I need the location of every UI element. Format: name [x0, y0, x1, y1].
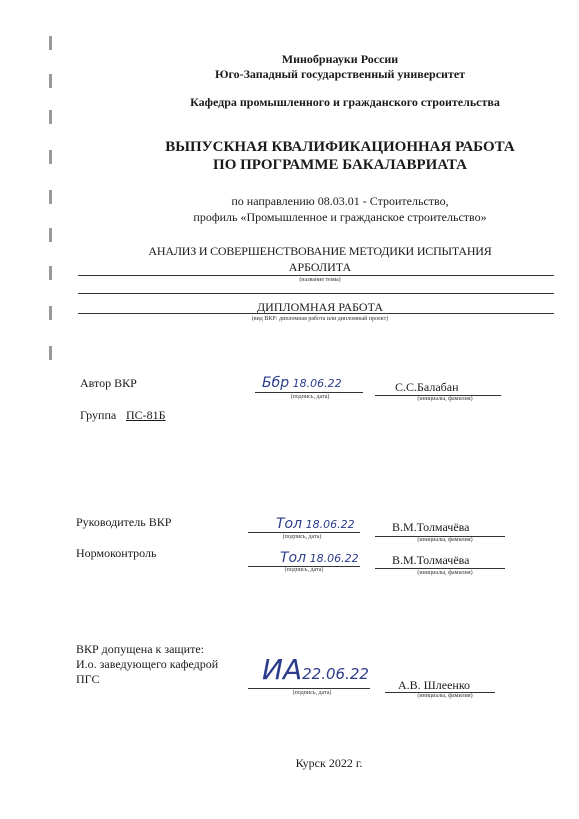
work-title-line2: ПО ПРОГРАММЕ БАКАЛАВРИАТА — [213, 157, 467, 173]
admission-signature-date: 22.06.22 — [302, 665, 369, 683]
admission-sig-line — [248, 688, 370, 689]
university: Юго-Западный государственный университет — [214, 67, 466, 81]
binding-mark — [49, 228, 52, 242]
normcontrol-name-caption: (инициалы, фамилия) — [417, 570, 473, 576]
topic-line2: АРБОЛИТА — [288, 260, 352, 274]
admission-name: А.В. Шлеенко — [398, 678, 471, 692]
supervisor-sig-caption: (подпись, дата) — [282, 534, 322, 540]
normcontrol-signature-date: 18.06.22 — [309, 552, 359, 565]
binding-mark — [49, 306, 52, 320]
topic-caption: (название темы) — [299, 277, 341, 283]
binding-mark — [49, 346, 52, 360]
direction-line2: профиль «Промышленное и гражданское строительство» — [193, 210, 487, 224]
author-sig-caption: (подпись, дата) — [290, 394, 330, 400]
binding-mark — [49, 36, 52, 50]
admission-sig-caption: (подпись, дата) — [292, 690, 332, 696]
author-label: Автор ВКР — [80, 376, 137, 390]
ministry: Минобрнауки России — [281, 52, 399, 66]
admission-line2: И.о. заведующего кафедрой — [76, 657, 219, 671]
author-signature: Ббр 18.06.22 — [262, 375, 342, 391]
author-name-caption: (инициалы, фамилия) — [417, 396, 473, 402]
author-signature-date: 18.06.22 — [292, 377, 342, 390]
admission-signature: ИА22.06.22 — [262, 653, 369, 686]
supervisor-label: Руководитель ВКР — [76, 515, 172, 529]
supervisor-name: В.М.Толмачёва — [392, 520, 470, 534]
binding-mark — [49, 110, 52, 124]
admission-line3: ПГС — [76, 672, 100, 686]
normcontrol-name: В.М.Толмачёва — [392, 553, 470, 567]
normcontrol-label: Нормоконтроль — [76, 546, 157, 560]
work-title-line1: ВЫПУСКНАЯ КВАЛИФИКАЦИОННАЯ РАБОТА — [165, 139, 515, 155]
normcontrol-name-line — [375, 568, 505, 569]
binding-mark — [49, 190, 52, 204]
binding-mark — [49, 150, 52, 164]
author-name: С.С.Балабан — [395, 380, 459, 394]
author-sig-line — [255, 392, 363, 393]
city-year: Курск 2022 г. — [295, 756, 363, 770]
group-label: Группа — [80, 408, 117, 422]
supervisor-signature: Тол 18.06.22 — [276, 516, 355, 532]
direction-line1: по направлению 08.03.01 - Строительство, — [231, 194, 449, 208]
admission-line1: ВКР допущена к защите: — [76, 642, 204, 656]
binding-mark — [49, 74, 52, 88]
group-value: ПС-81Б — [126, 408, 166, 422]
admission-name-caption: (инициалы, фамилия) — [417, 693, 473, 699]
supervisor-name-caption: (инициалы, фамилия) — [417, 537, 473, 543]
supervisor-signature-date: 18.06.22 — [305, 518, 355, 531]
binding-mark — [49, 266, 52, 280]
work-type-underline — [78, 313, 554, 314]
normcontrol-sig-caption: (подпись, дата) — [284, 567, 324, 573]
topic-extra-line — [78, 293, 554, 294]
topic-line1: АНАЛИЗ И СОВЕРШЕНСТВОВАНИЕ МЕТОДИКИ ИСПЫТАНИЯ — [148, 244, 492, 258]
work-type-caption: (вид ВКР: дипломная работа или дипломный проект) — [251, 316, 389, 322]
supervisor-sig-line — [248, 532, 360, 533]
department: Кафедра промышленного и гражданского строительства — [190, 95, 500, 109]
topic-underline — [78, 275, 554, 276]
work-type-value: ДИПЛОМНАЯ РАБОТА — [256, 300, 383, 314]
normcontrol-signature: Тол 18.06.22 — [280, 550, 359, 566]
